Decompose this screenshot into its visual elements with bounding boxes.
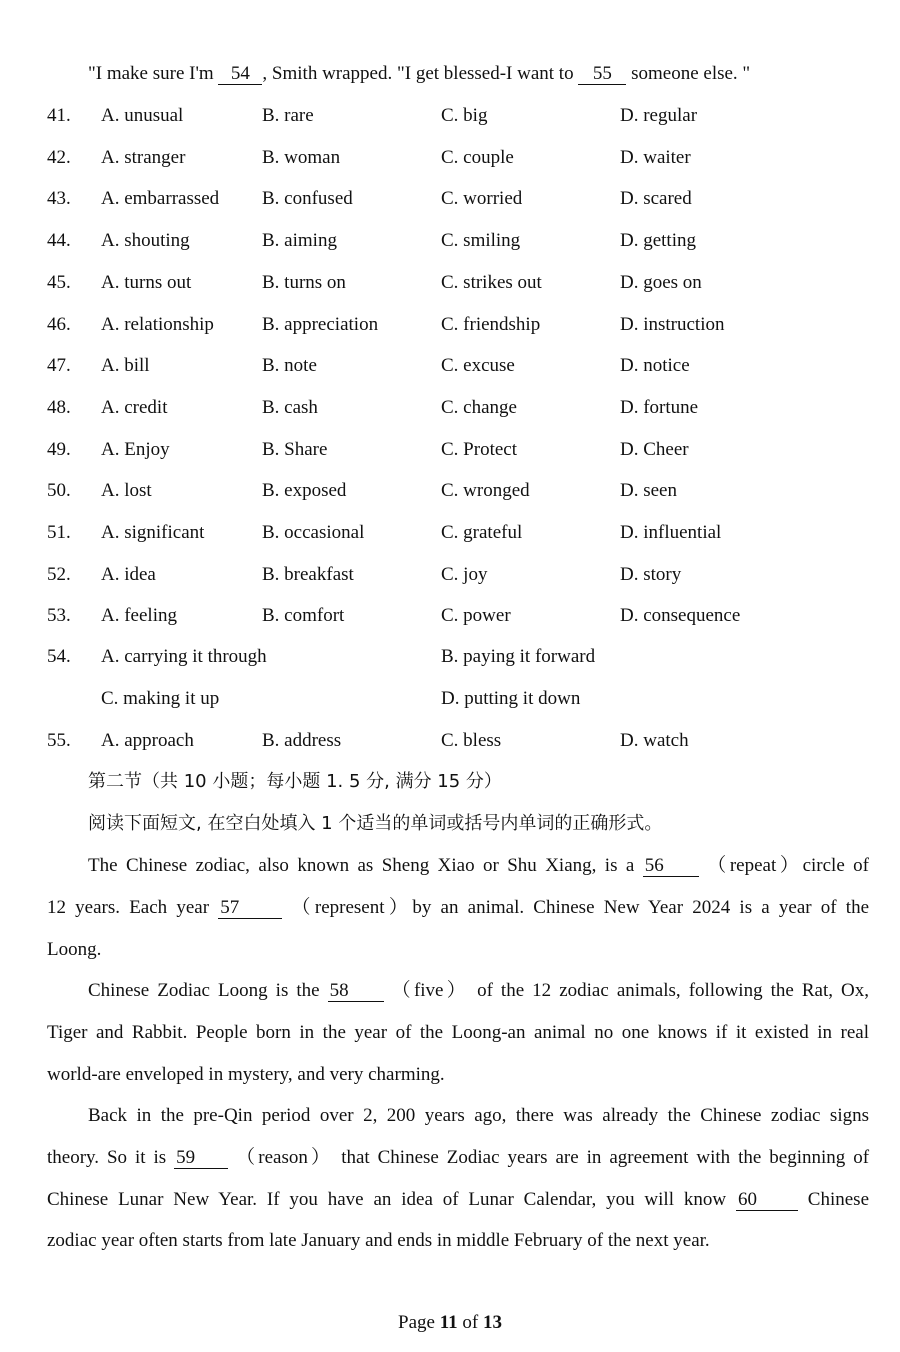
option-d: D. watch	[620, 730, 689, 751]
option-a: A. credit	[101, 397, 168, 418]
option-a: A. embarrassed	[101, 188, 220, 209]
option-b: B. confused	[262, 188, 353, 209]
option-a: A. turns out	[101, 272, 192, 293]
option-c: C. Protect	[441, 439, 517, 460]
intro-text-after: someone else. "	[631, 63, 751, 84]
option-d: D. goes on	[620, 272, 702, 293]
question-number: 45.	[47, 272, 71, 293]
passage-line	[88, 854, 869, 878]
footer-total-pages: 13	[482, 1312, 502, 1333]
option-b: B. cash	[262, 397, 318, 418]
passage-text: The Chinese zodiac, also known as Sheng Xiao or Shu Xiang, is a	[88, 855, 635, 876]
question-number: 52.	[47, 564, 71, 585]
passage-text: Chinese Zodiac Loong is the	[88, 980, 320, 1001]
option-b: B. woman	[262, 147, 341, 168]
option-a: A. stranger	[101, 147, 186, 168]
question-number: 50.	[47, 480, 71, 501]
option-b: B. paying it forward	[441, 646, 596, 667]
question-number: 44.	[47, 230, 71, 251]
option-b: B. appreciation	[262, 314, 379, 335]
option-b: B. breakfast	[262, 564, 354, 585]
question-number: 49.	[47, 439, 71, 460]
page-footer	[0, 1312, 900, 1334]
option-d: D. consequence	[620, 605, 741, 626]
option-b: B. turns on	[262, 272, 346, 293]
option-b: B. aiming	[262, 230, 337, 251]
question-number: 48.	[47, 397, 71, 418]
passage-line	[47, 1146, 869, 1170]
option-a: A. carrying it through	[101, 646, 267, 667]
option-a: A. unusual	[101, 105, 184, 126]
option-c: C. making it up	[101, 688, 220, 709]
option-a: A. idea	[101, 564, 156, 585]
option-d: D. putting it down	[441, 688, 581, 709]
footer-of-word: of	[462, 1312, 479, 1333]
option-d: D. notice	[620, 355, 690, 376]
question-number: 54.	[47, 646, 71, 667]
question-number: 55.	[47, 730, 71, 751]
option-b: B. rare	[262, 105, 314, 126]
blank-55: 55	[578, 64, 626, 85]
passage-line: zodiac year often starts from late January and ends in middle February of the next year.	[47, 1230, 710, 1251]
passage-line: world-are enveloped in mystery, and very charming.	[47, 1064, 445, 1085]
passage-line: Loong.	[47, 939, 102, 960]
footer-current-page: 11	[439, 1312, 458, 1333]
passage-line	[47, 1188, 869, 1212]
option-b: B. exposed	[262, 480, 347, 501]
section-instruction: 阅读下面短文, 在空白处填入 1 个适当的单词或括号内单词的正确形式。	[88, 813, 663, 834]
option-b: B. Share	[262, 439, 328, 460]
option-a: A. shouting	[101, 230, 190, 251]
option-a: A. bill	[101, 355, 150, 376]
option-c: C. smiling	[441, 230, 521, 251]
blank-60: 60	[736, 1190, 798, 1211]
option-b: B. note	[262, 355, 317, 376]
option-d: D. Cheer	[620, 439, 689, 460]
option-a: A. approach	[101, 730, 194, 751]
option-a: A. feeling	[101, 605, 177, 626]
passage-text: （reason） that Chinese Zodiac years are in agreement with the beginning of	[236, 1147, 870, 1168]
passage-text: theory. So it is	[47, 1147, 167, 1168]
blank-57: 57	[218, 898, 282, 919]
option-c: C. excuse	[441, 355, 515, 376]
question-number: 51.	[47, 522, 71, 543]
option-d: D. instruction	[620, 314, 725, 335]
passage-line: Back in the pre-Qin period over 2, 200 years ago, there was already the Chinese zodiac signs	[88, 1105, 869, 1126]
intro-text-before: "I make sure I'm	[88, 63, 214, 84]
option-c: C. wronged	[441, 480, 530, 501]
option-b: B. occasional	[262, 522, 365, 543]
option-c: C. bless	[441, 730, 502, 751]
option-d: D. fortune	[620, 397, 699, 418]
passage-text: （represent）by an animal. Chinese New Year 2024 is a year of the	[291, 897, 870, 918]
option-c: C. strikes out	[441, 272, 542, 293]
blank-59: 59	[174, 1148, 228, 1169]
intro-text-middle: , Smith wrapped. "I get blessed-I want to	[262, 63, 574, 84]
option-d: D. getting	[620, 230, 696, 251]
option-c: C. worried	[441, 188, 523, 209]
option-d: D. influential	[620, 522, 722, 543]
option-a: A. relationship	[101, 314, 214, 335]
question-number: 47.	[47, 355, 71, 376]
question-number: 43.	[47, 188, 71, 209]
footer-page-word: Page	[398, 1312, 435, 1333]
option-c: C. joy	[441, 564, 488, 585]
option-d: D. waiter	[620, 147, 691, 168]
option-c: C. friendship	[441, 314, 541, 335]
option-c: C. grateful	[441, 522, 523, 543]
passage-text: （repeat）circle of	[707, 855, 870, 876]
option-c: C. power	[441, 605, 511, 626]
option-b: B. comfort	[262, 605, 345, 626]
option-a: A. significant	[101, 522, 205, 543]
intro-sentence	[88, 62, 750, 86]
passage-line: Tiger and Rabbit. People born in the year of the Loong-an animal no one knows if it existed in real	[47, 1022, 869, 1043]
passage-line	[88, 979, 869, 1003]
option-d: D. story	[620, 564, 682, 585]
question-number: 46.	[47, 314, 71, 335]
passage-text: 12 years. Each year	[47, 897, 210, 918]
question-number: 53.	[47, 605, 71, 626]
option-d: D. seen	[620, 480, 677, 501]
option-d: D. scared	[620, 188, 692, 209]
option-a: A. lost	[101, 480, 152, 501]
option-c: C. change	[441, 397, 517, 418]
passage-text: Chinese	[807, 1189, 870, 1210]
blank-54: 54	[218, 64, 262, 85]
blank-58: 58	[328, 981, 384, 1002]
passage-text: （five） of the 12 zodiac animals, following the Rat, Ox,	[391, 980, 869, 1001]
passage-text: Chinese Lunar New Year. If you have an idea of Lunar Calendar, you will know	[47, 1189, 727, 1210]
question-number: 42.	[47, 147, 71, 168]
option-b: B. address	[262, 730, 342, 751]
passage-line	[47, 896, 869, 920]
option-d: D. regular	[620, 105, 698, 126]
blank-56: 56	[643, 856, 699, 877]
option-c: C. couple	[441, 147, 514, 168]
question-number: 41.	[47, 105, 71, 126]
option-a: A. Enjoy	[101, 439, 170, 460]
option-c: C. big	[441, 105, 488, 126]
section-heading: 第二节（共 10 小题；每小题 1. 5 分, 满分 15 分）	[88, 771, 502, 792]
